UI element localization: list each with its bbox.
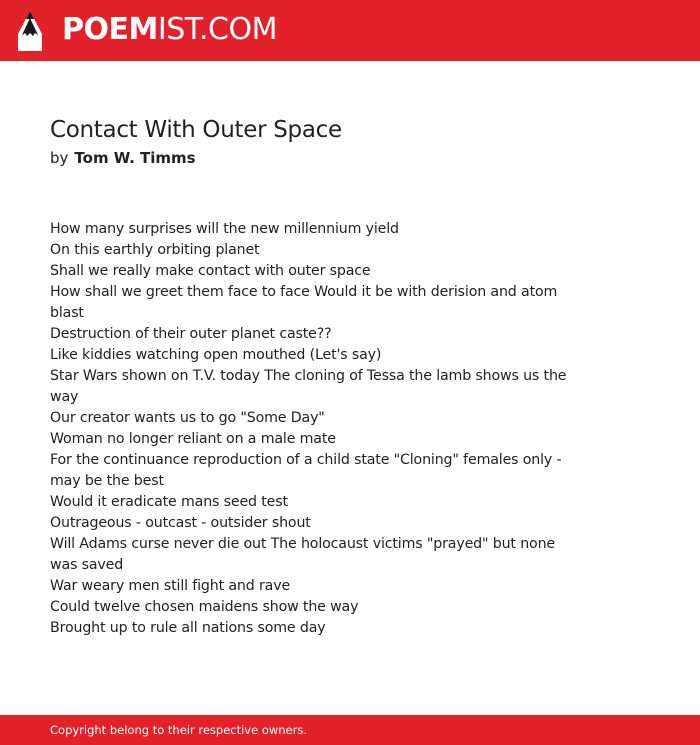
poem-line: Outrageous - outcast - outsider shout	[50, 515, 311, 531]
poem-line: Would it eradicate mans seed test	[50, 494, 288, 510]
poem-line: Our creator wants us to go "Some Day"	[50, 410, 325, 426]
poem-title: Contact With Outer Space	[50, 117, 342, 143]
poem-line: Destruction of their outer planet caste??	[50, 326, 332, 342]
site-footer	[0, 715, 700, 745]
logo-bold-text: POEM	[62, 12, 158, 47]
poem-line: Like kiddies watching open mouthed (Let's say)	[50, 347, 382, 363]
poem-line: Star Wars shown on T.V. today The cloning of Tessa the lamb shows us the way	[50, 368, 567, 405]
poem-line: War weary men still fight and rave	[50, 578, 291, 594]
poem-line: Woman no longer reliant on a male mate	[50, 431, 336, 447]
pencil-icon[interactable]	[17, 10, 43, 52]
site-logo[interactable]	[62, 13, 277, 47]
poem-line: Brought up to rule all nations some day	[50, 620, 326, 636]
poem-line: Will Adams curse never die out The holocaust victims "prayed" but none was saved	[50, 536, 555, 573]
logo-light-text: IST.COM	[157, 12, 277, 47]
by-label: by	[50, 149, 69, 167]
site-header	[0, 0, 700, 61]
author-name: Tom W. Timms	[74, 149, 196, 167]
poem-line: On this earthly orbiting planet	[50, 242, 260, 258]
poem-line: Could twelve chosen maidens show the way	[50, 599, 359, 615]
poem-line: How shall we greet them face to face Would it be with derision and atom blast	[50, 284, 558, 321]
poem-body	[50, 219, 585, 639]
poem-line: For the continuance reproduction of a child state "Cloning" females only - may be the best	[50, 452, 562, 489]
byline	[50, 149, 196, 167]
poem-line: Shall we really make contact with outer space	[50, 263, 371, 279]
poem-line: How many surprises will the new millennium yield	[50, 221, 399, 237]
copyright-text: Copyright belong to their respective owners.	[50, 723, 308, 737]
